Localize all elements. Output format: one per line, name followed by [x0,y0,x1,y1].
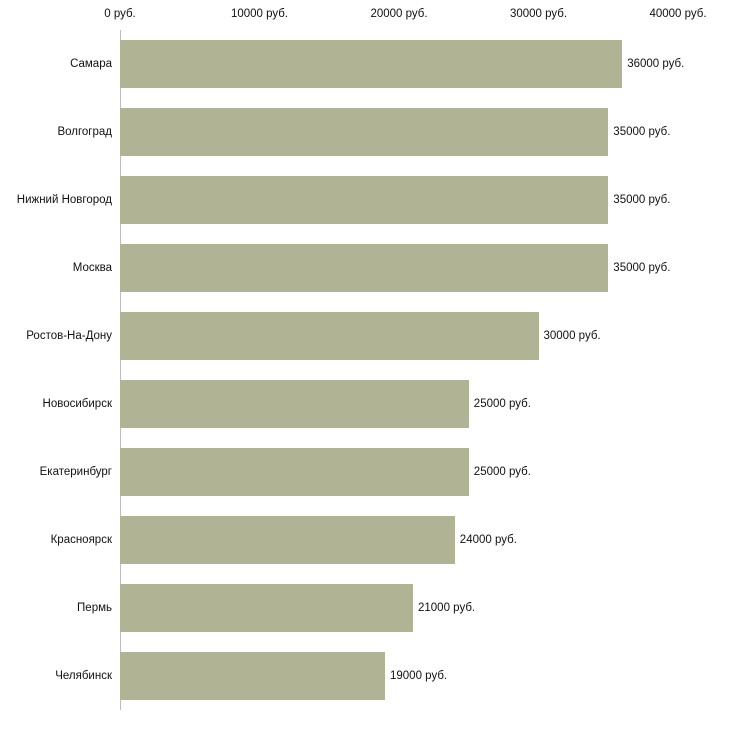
plot-area [120,30,685,710]
bar-value-label: 36000 руб. [627,58,685,70]
x-tick-label-0: 0 руб. [104,8,136,20]
category-label-row [0,642,112,710]
category-label-row [0,574,112,642]
bar-value-label: 21000 руб. [418,602,476,614]
bar[interactable] [120,244,608,292]
category-label: Самара [70,58,112,70]
bar[interactable] [120,40,622,88]
bar-row [120,244,678,292]
bar-value-label: 35000 руб. [613,126,671,138]
x-tick-label-4: 40000 руб. [649,8,707,20]
bar-row [120,652,678,700]
bar[interactable] [120,176,608,224]
x-tick-label-3: 30000 руб. [509,8,568,20]
bar[interactable] [120,516,455,564]
category-label: Новосибирск [42,398,112,410]
category-label-row [0,438,112,506]
category-label: Пермь [77,602,112,614]
bar-value-label: 25000 руб. [473,466,531,478]
bar-value-label: 35000 руб. [613,262,671,274]
bar[interactable] [120,312,539,360]
category-label-row [0,302,112,370]
category-label: Москва [72,262,112,274]
category-label: Ростов-На-Дону [26,330,112,342]
x-tick-label-1: 10000 руб. [230,8,289,20]
category-label-row [0,166,112,234]
bar-row [120,516,678,564]
category-label: Нижний Новгород [16,194,112,206]
bar[interactable] [120,380,469,428]
bar-row [120,448,678,496]
category-label: Волгоград [57,126,112,138]
category-label: Челябинск [55,670,112,682]
category-label-row [0,506,112,574]
bar-row [120,40,685,88]
bar[interactable] [120,652,385,700]
category-label: Красноярск [50,534,112,546]
bar-value-label: 30000 руб. [543,330,601,342]
x-tick-label-2: 20000 руб. [370,8,428,20]
category-label-row [0,370,112,438]
bar[interactable] [120,108,608,156]
category-label-row [0,30,112,98]
bar[interactable] [120,448,469,496]
bar[interactable] [120,584,413,632]
bar-row [120,312,678,360]
bar-row [120,584,678,632]
category-label-row [0,234,112,302]
bar-value-label: 19000 руб. [390,670,448,682]
bar-value-label: 35000 руб. [613,194,671,206]
y-axis-category-labels [0,30,120,710]
bar-value-label: 24000 руб. [459,534,517,546]
bar-value-label: 25000 руб. [473,398,531,410]
category-label: Екатеринбург [39,466,112,478]
x-axis-top [0,0,730,30]
bar-row [120,380,678,428]
bar-row [120,108,678,156]
category-label-row [0,98,112,166]
bar-row [120,176,678,224]
